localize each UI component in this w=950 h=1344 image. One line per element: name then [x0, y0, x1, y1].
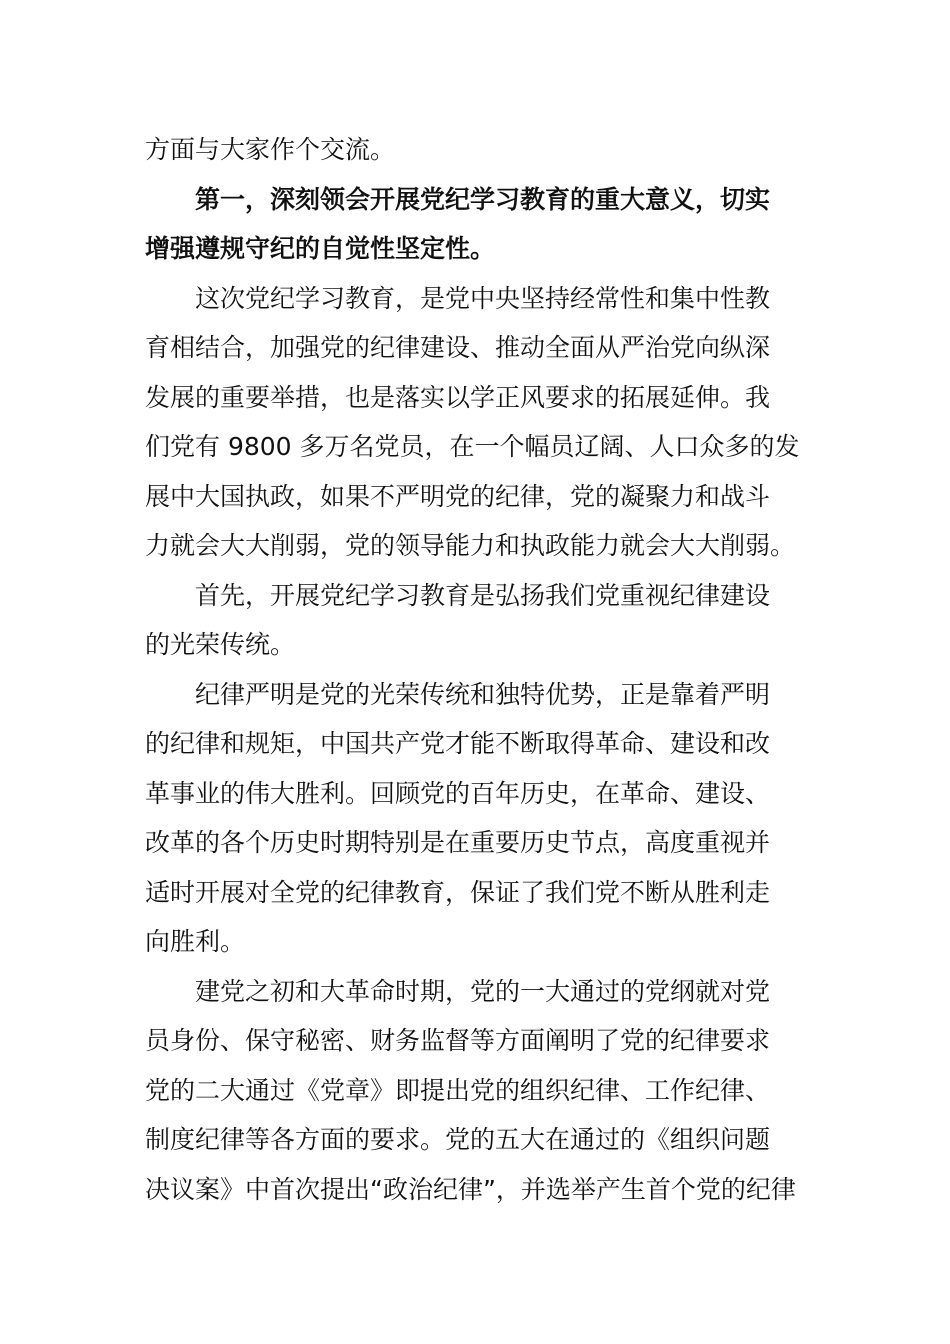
- text-line: 育相结合，加强党的纪律建设、推动全面从严治党向纵深: [145, 333, 771, 362]
- text-line: 改革的各个历史时期特别是在重要历史节点，高度重视并: [145, 828, 771, 857]
- text-line: 制度纪律等各方面的要求。党的五大在通过的《组织问题: [145, 1125, 771, 1154]
- text-line: 这次党纪学习教育，是党中央坚持经常性和集中性教: [195, 283, 771, 313]
- section-heading-line: 第一，深刻领会开展党纪学习教育的重大意义，切实: [195, 184, 771, 214]
- text-line: 纪律严明是党的光荣传统和独特优势，正是靠着严明: [195, 679, 771, 709]
- text-line: 建党之初和大革命时期，党的一大通过的党纲就对党: [195, 976, 771, 1006]
- text-line: 展中大国执政，如果不严明党的纪律，党的凝聚力和战斗: [145, 481, 771, 511]
- text-line: 的光荣传统。: [145, 630, 296, 659]
- text-line: 员身份、保守秘密、财务监督等方面阐明了党的纪律要求: [145, 1026, 771, 1055]
- text-line: 向胜利。: [145, 927, 246, 956]
- document-body: [145, 125, 807, 1214]
- text-line: 们党有 9800 多万名党员，在一个幅员辽阔、人口众多的发: [145, 432, 800, 461]
- text-line: 首先，开展党纪学习教育是弘扬我们党重视纪律建设: [195, 580, 771, 610]
- text-line: 党的二大通过《党章》即提出党的组织纪律、工作纪律、: [145, 1075, 771, 1105]
- text-line: 发展的重要举措，也是落实以学正风要求的拓展延伸。我: [145, 382, 771, 412]
- text-line: 力就会大大削弱，党的领导能力和执政能力就会大大削弱。: [145, 531, 796, 560]
- text-line: 方面与大家作个交流。: [145, 135, 396, 164]
- text-line: 适时开展对全党的纪律教育，保证了我们党不断从胜利走: [145, 877, 771, 907]
- text-line: 的纪律和规矩，中国共产党才能不断取得革命、建设和改: [145, 729, 771, 758]
- section-heading-line: 增强遵规守纪的自觉性坚定性。: [145, 234, 496, 263]
- text-line: 决议案》中首次提出“政治纪律”，并选举产生首个党的纪律: [145, 1174, 796, 1204]
- text-line: 革事业的伟大胜利。回顾党的百年历史，在革命、建设、: [145, 778, 771, 808]
